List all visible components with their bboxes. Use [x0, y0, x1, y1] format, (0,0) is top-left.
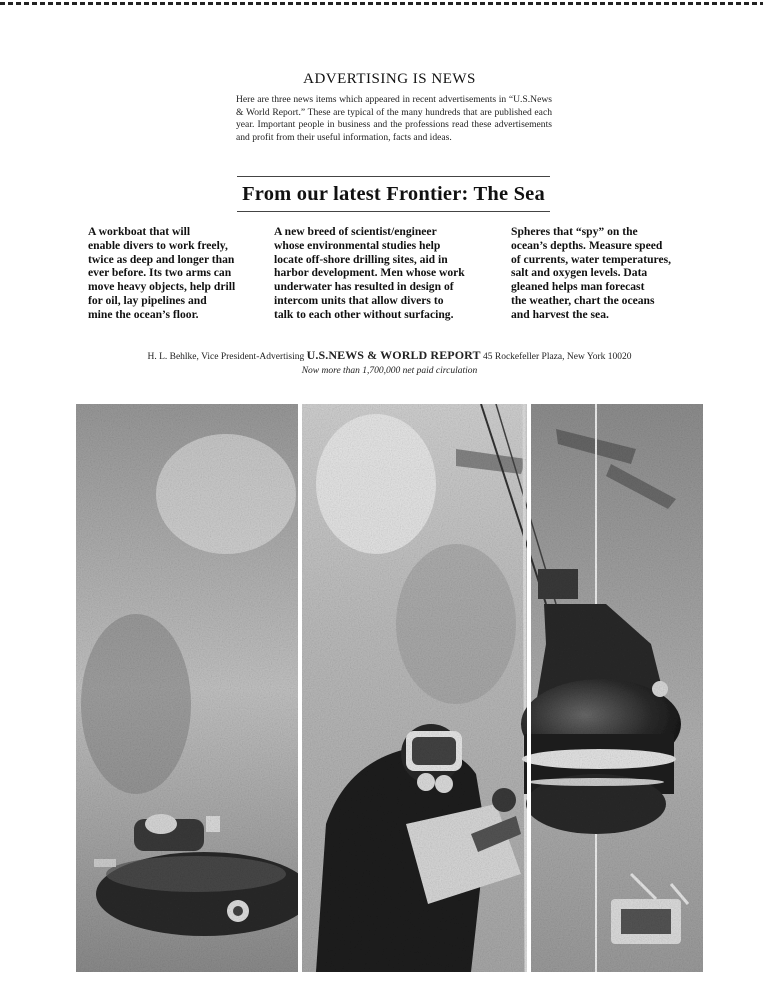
news-item-spheres [511, 225, 711, 322]
column-line: ever before. Its two arms can [88, 266, 232, 280]
column-line: twice as deep and longer than [88, 252, 235, 266]
publication-address: 45 Rockefeller Plaza, New York 10020 [482, 352, 632, 362]
news-item-workboat [88, 225, 268, 322]
column-line: whose environmental studies help [274, 238, 441, 252]
signature-line [0, 348, 763, 363]
column-line: salt and oxygen levels. Data [511, 266, 648, 280]
column-line: of currents, water temperatures, [511, 252, 672, 266]
column-line: talk to each other without surfacing. [274, 307, 454, 321]
column-line: locate off-shore drilling sites, aid in [274, 252, 448, 266]
column-line: for oil, lay pipelines and [88, 293, 207, 307]
circulation-note: Now more than 1,700,000 net paid circulation [301, 366, 478, 376]
column-line: the weather, chart the oceans [511, 293, 655, 307]
column-line: Spheres that “spy” on the [511, 225, 638, 238]
intro-paragraph: Here are three news items which appeared in recent advertisements in “U.S.News & World Report.” These are typical of the many hundreds that are published each year. Important people in business and the professions read these advertisements and profit from their useful information, facts and ideas. [236, 94, 552, 143]
top-border-rule [0, 2, 763, 5]
column-line: intercom units that allow divers to [274, 293, 444, 307]
publication-name: U.S.NEWS & WORLD REPORT [306, 348, 481, 362]
headline: From our latest Frontier: The Sea [242, 183, 545, 205]
column-line: and harvest the sea. [511, 307, 609, 321]
news-item-scientist [274, 225, 506, 322]
column-line: move heavy objects, help drill [88, 280, 236, 294]
headline-box [237, 176, 550, 212]
underwater-photo-triptych [76, 404, 703, 972]
column-line: gleaned helps man forecast [511, 280, 645, 294]
column-line: enable divers to work freely, [88, 238, 228, 252]
column-line: harbor development. Men whose work [274, 266, 465, 280]
column-line: ocean’s depths. Measure speed [511, 238, 663, 252]
column-line: A workboat that will [88, 225, 191, 238]
section-title: ADVERTISING IS NEWS [303, 71, 476, 87]
column-line: A new breed of scientist/engineer [274, 225, 437, 238]
column-line: underwater has resulted in design of [274, 280, 454, 294]
column-line: mine the ocean’s floor. [88, 307, 199, 321]
signature-name: H. L. Behlke, Vice President-Advertising [147, 352, 305, 362]
